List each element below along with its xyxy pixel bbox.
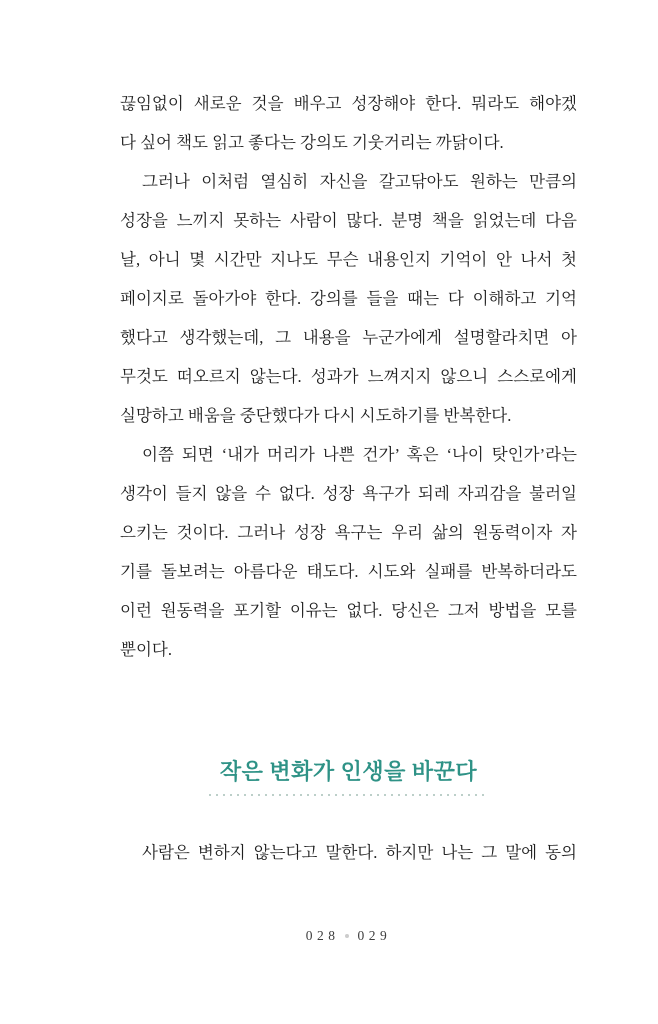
text-line: 끊임없이 새로운 것을 배우고 성장해야 한다. 뭐라도 해야겠 <box>120 94 577 113</box>
text-line: 이런 원동력을 포기할 이유는 없다. 당신은 그저 방법을 모를 <box>120 601 577 620</box>
text-line: 무것도 떠오르지 않는다. 성과가 느껴지지 않으니 스스로에게 <box>120 367 577 386</box>
text-line: 실망하고 배움을 중단했다가 다시 시도하기를 반복한다. <box>120 406 512 425</box>
text-line: 다 싶어 책도 읽고 좋다는 강의도 기웃거리는 까닭이다. <box>120 133 504 152</box>
text-line: 으키는 것이다. 그러나 성장 욕구는 우리 삶의 원동력이자 자 <box>120 523 577 542</box>
text-line: 날, 아니 몇 시간만 지나도 무슨 내용인지 기억이 안 나서 첫 <box>120 250 577 269</box>
text-line: 생각이 들지 않을 수 없다. 성장 욕구가 되레 자괴감을 불러일 <box>120 484 577 503</box>
text-line: 뿐이다. <box>120 640 172 659</box>
dotted-divider <box>209 794 489 796</box>
text-line: 이쯤 되면 ‘내가 머리가 나쁜 건가’ 혹은 ‘나이 탓인가’라는 <box>142 445 577 464</box>
text-line: 그러나 이처럼 열심히 자신을 갈고닦아도 원하는 만큼의 <box>142 172 577 191</box>
page-number-right: 029 <box>357 928 392 943</box>
page-number-left: 028 <box>305 928 340 943</box>
section-heading: 작은 변화가 인생을 바꾼다 <box>219 759 478 784</box>
text-line: 성장을 느끼지 못하는 사람이 많다. 분명 책을 읽었는데 다음 <box>120 211 577 230</box>
text-column <box>120 84 577 944</box>
page-footer <box>120 928 577 944</box>
text-line: 기를 돌보려는 아름다운 태도다. 시도와 실패를 반복하더라도 <box>120 562 577 581</box>
text-line: 페이지로 돌아가야 한다. 강의를 들을 때는 다 이해하고 기억 <box>120 289 577 308</box>
separator-dot-icon <box>345 934 349 938</box>
continuation-paragraph <box>120 833 577 872</box>
body-paragraphs <box>120 84 577 669</box>
text-line: 했다고 생각했는데, 그 내용을 누군가에게 설명할라치면 아 <box>120 328 577 347</box>
text-line: 사람은 변하지 않는다고 말한다. 하지만 나는 그 말에 동의 <box>142 843 577 862</box>
